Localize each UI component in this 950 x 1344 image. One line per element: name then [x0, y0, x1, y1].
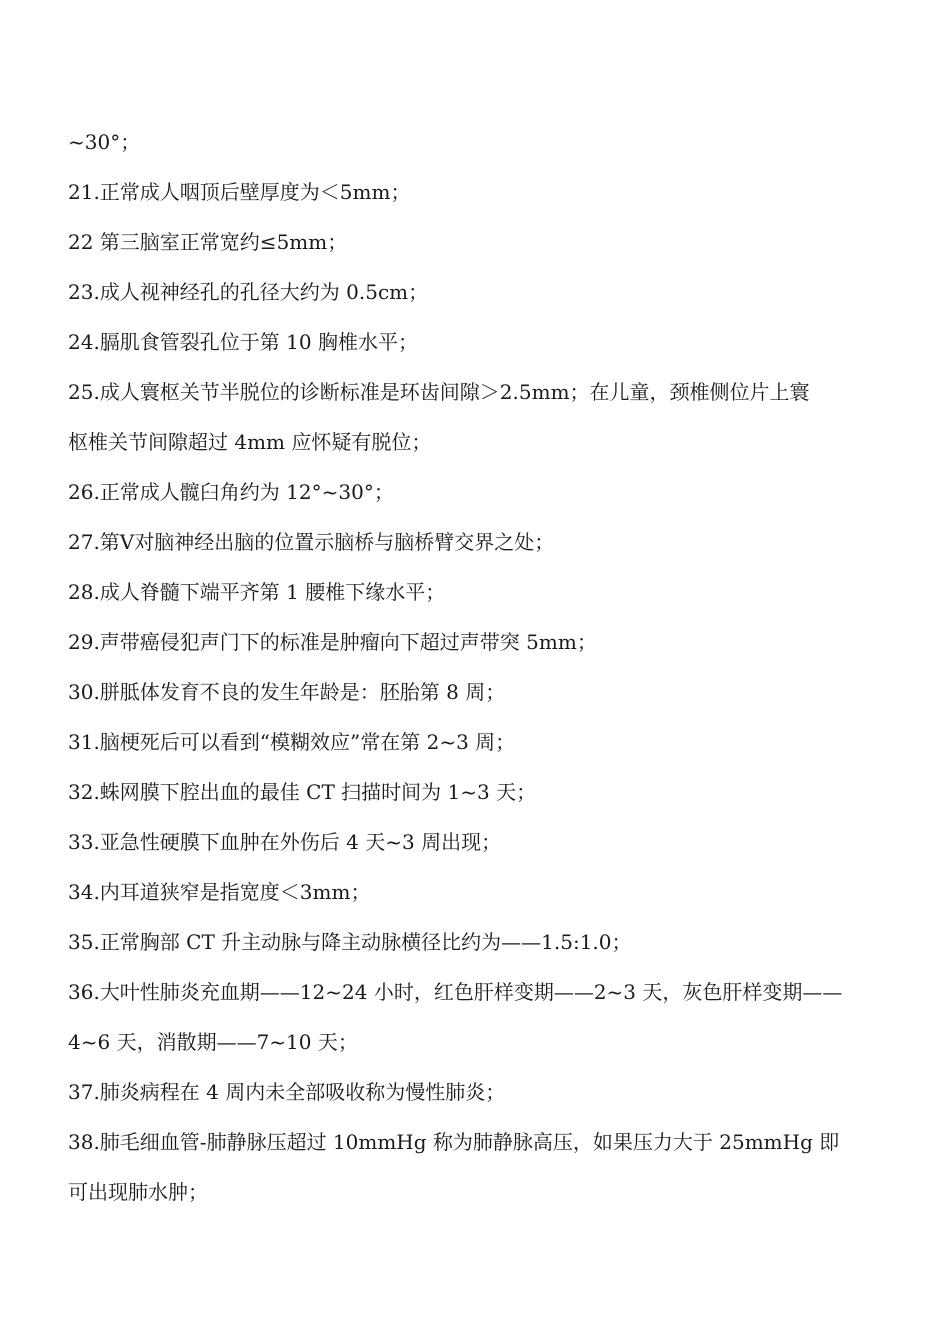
text-line: 29.声带癌侵犯声门下的标准是肿瘤向下超过声带突 5mm； — [68, 630, 597, 654]
text-line: 34.内耳道狭窄是指宽度＜3mm； — [68, 880, 371, 904]
text-line: 24.膈肌食管裂孔位于第 10 胸椎水平； — [68, 330, 418, 354]
text-line: 22 第三脑室正常宽约≤5mm； — [68, 230, 348, 254]
text-line: 33.亚急性硬膜下血肿在外伤后 4 天~3 周出现； — [68, 830, 502, 854]
text-line: 26.正常成人髋臼角约为 12°~30°； — [68, 480, 394, 504]
text-line: 35.正常胸部 CT 升主动脉与降主动脉横径比约为——1.5:1.0； — [68, 930, 632, 954]
text-line: 23.成人视神经孔的孔径大约为 0.5cm； — [68, 280, 429, 304]
document-body — [68, 117, 882, 1217]
text-line: 21.正常成人咽顶后壁厚度为＜5mm； — [68, 180, 411, 204]
text-line: 28.成人脊髓下端平齐第 1 腰椎下缘水平； — [68, 580, 446, 604]
text-line: 30.胼胝体发育不良的发生年龄是：胚胎第 8 周； — [68, 680, 506, 704]
text-line: ~30°； — [68, 130, 141, 154]
text-line: 36.大叶性肺炎充血期——12~24 小时，红色肝样变期——2~3 天，灰色肝样变期—— — [68, 980, 843, 1004]
text-line: 27.第Ⅴ对脑神经出脑的位置示脑桥与脑桥臂交界之处； — [68, 530, 555, 554]
text-line: 枢椎关节间隙超过 4mm 应怀疑有脱位； — [68, 430, 432, 454]
text-line: 32.蛛网膜下腔出血的最佳 CT 扫描时间为 1~3 天； — [68, 780, 537, 804]
text-line: 38.肺毛细血管-肺静脉压超过 10mmHg 称为肺静脉高压，如果压力大于 25mmHg 即 — [68, 1130, 840, 1154]
text-line: 25.成人寰枢关节半脱位的诊断标准是环齿间隙＞2.5mm；在儿童，颈椎侧位片上寰 — [68, 380, 810, 404]
text-line: 可出现肺水肿； — [68, 1180, 208, 1204]
text-line: 31.脑梗死后可以看到“模糊效应”常在第 2~3 周； — [68, 730, 516, 754]
text-line: 4~6 天，消散期——7~10 天； — [68, 1030, 358, 1054]
text-line: 37.肺炎病程在 4 周内未全部吸收称为慢性肺炎； — [68, 1080, 506, 1104]
